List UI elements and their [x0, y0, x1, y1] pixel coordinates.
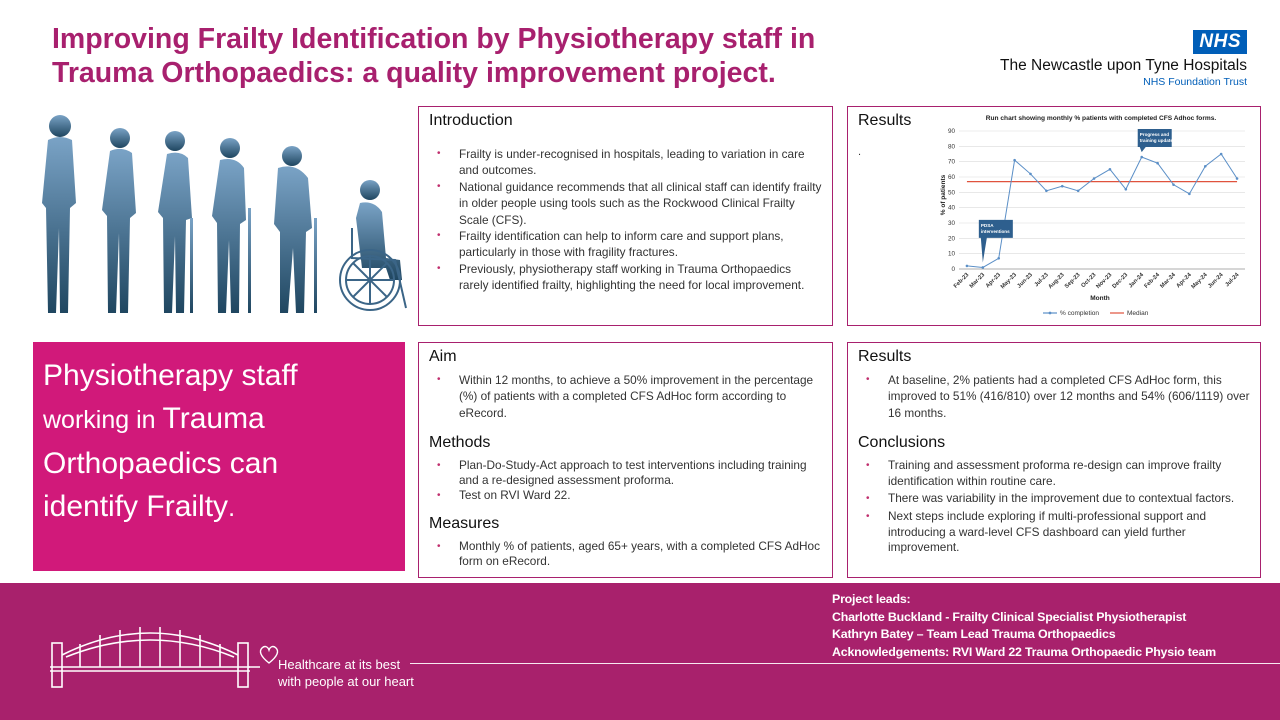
data-point [1061, 185, 1064, 188]
x-tick-label: Sep-23 [1063, 272, 1082, 290]
y-tick-label: 10 [947, 250, 955, 258]
callout-line-4b: . [228, 494, 236, 522]
list-item: • Frailty identification can help to inform care and support plans, particularly in those with fragility fractures. [429, 228, 822, 261]
data-point [1077, 190, 1080, 193]
annotation-text: interventions [980, 228, 1010, 234]
completion-line [967, 154, 1237, 267]
data-point [1220, 153, 1223, 156]
results-chart-panel [847, 106, 1261, 326]
y-tick-label: 0 [951, 266, 955, 273]
annotation-text: training update [1139, 138, 1173, 143]
data-point [997, 257, 1000, 260]
tagline-line-1: Healthcare at its best [278, 657, 401, 672]
callout-line-2 [43, 397, 395, 442]
data-point [1109, 168, 1112, 171]
legend-completion: % completion [1060, 310, 1100, 317]
nhs-badge: NHS [1193, 30, 1247, 54]
leads-line: Project leads: [832, 592, 911, 606]
poster-title [52, 22, 952, 90]
x-tick-label: May-23 [999, 272, 1019, 291]
x-tick-label: May-24 [1190, 272, 1209, 291]
chart-y-axis-label: % of patients [940, 174, 947, 216]
x-tick-label: Jul-24 [1224, 272, 1241, 289]
legend-median: Median [1127, 310, 1149, 317]
x-tick-label: Dec-23 [1111, 272, 1130, 290]
y-tick-label: 80 [947, 143, 955, 151]
list-item: • Training and assessment proforma re-design can improve frailty identification within routine care. [858, 458, 1250, 489]
y-tick-label: 60 [947, 174, 955, 181]
x-tick-label: Feb-23 [952, 272, 971, 290]
data-point [1188, 193, 1191, 196]
annotation-text: PDSA [980, 222, 994, 228]
list-item: • Plan-Do-Study-Act approach to test interventions including training and a re-designed assessment proforma. [429, 458, 822, 488]
results2-heading: Results [858, 348, 912, 365]
aim-list [429, 372, 822, 421]
data-point [1093, 177, 1096, 180]
callout-line-1: Physiotherapy staff [43, 359, 298, 392]
x-tick-label: Jul-23 [1033, 272, 1050, 289]
footer-tagline [278, 656, 414, 690]
list-item: • Next steps include exploring if multi-professional support and introducing a ward-level CFS dashboard can yield further improvement. [858, 509, 1250, 556]
chart-legend [1043, 310, 1149, 317]
introduction-heading: Introduction [429, 112, 513, 129]
tyne-bridge-icon [50, 621, 260, 691]
x-tick-label: Jun-24 [1207, 272, 1225, 290]
data-point [1029, 173, 1032, 176]
x-tick-label: Jan-24 [1127, 272, 1146, 290]
data-point [1172, 183, 1175, 186]
callout-line-3: Orthopaedics can [43, 447, 279, 480]
chart-x-axis-label: Month [1090, 295, 1110, 302]
x-tick-label: Mar-23 [968, 272, 987, 290]
key-message-callout [33, 342, 405, 571]
x-tick-label: Oct-23 [1080, 272, 1098, 290]
trust-subtitle: NHS Foundation Trust [1143, 76, 1247, 88]
y-tick-label: 30 [947, 220, 955, 227]
footer-band [0, 583, 1280, 720]
methods-list [429, 458, 822, 503]
data-point [1236, 177, 1239, 180]
y-tick-label: 50 [947, 189, 955, 197]
data-point [1125, 188, 1128, 191]
list-item: • Within 12 months, to achieve a 50% improvement in the percentage (%) of patients with a completed CFS AdHoc form according to eRecord. [429, 372, 822, 421]
x-tick-label: Jun-23 [1016, 272, 1034, 290]
project-leads [832, 591, 1216, 661]
data-point [982, 266, 985, 269]
callout-line-4 [43, 485, 395, 530]
trust-name: The Newcastle upon Tyne Hospitals [1000, 57, 1247, 74]
aim-heading: Aim [429, 348, 457, 365]
callout-line-2b: Trauma [162, 402, 265, 435]
title-line-2: Trauma Orthopaedics: a quality improvement project. [52, 57, 776, 89]
conclusions-heading: Conclusions [858, 434, 946, 452]
callout-line-4a: identify Frailty [43, 490, 229, 523]
title-line-1: Improving Frailty Identification by Physiotherapy staff in [52, 23, 816, 55]
data-point [1156, 162, 1159, 165]
x-tick-label: Aug-23 [1047, 272, 1066, 291]
introduction-panel [418, 106, 833, 326]
chart-title: Run chart showing monthly % patients with completed CFS Adhoc forms. [985, 115, 1217, 122]
list-item: • Frailty is under-recognised in hospitals, leading to variation in care and outcomes. [429, 146, 822, 179]
leads-line: Charlotte Buckland - Frailty Clinical Specialist Physiotherapist [832, 609, 1187, 624]
stray-dot: . [858, 146, 862, 158]
measures-heading: Measures [429, 515, 500, 533]
results2-list [858, 372, 1250, 421]
y-tick-label: 40 [947, 204, 955, 212]
list-item: • At baseline, 2% patients had a completed CFS AdHoc form, this improved to 51% (416/810) over 12 months and 54% (606/1119) over 16 months. [858, 372, 1250, 421]
nhs-logo [987, 30, 1247, 88]
list-item: • Test on RVI Ward 22. [429, 488, 822, 503]
annotation-callout [1138, 129, 1174, 152]
list-item: • Previously, physiotherapy staff working in Trauma Orthopaedics rarely identified frailty, highlighting the need for local improvement. [429, 261, 822, 294]
x-tick-label: Mar-24 [1159, 272, 1177, 290]
frailty-silhouettes-image [30, 108, 408, 330]
data-point [1140, 156, 1143, 159]
annotation-callout [979, 220, 1013, 263]
data-point [1013, 159, 1016, 162]
tagline-line-2: with people at our heart [278, 674, 414, 689]
callout-line-2a: working in [43, 406, 163, 434]
annotation-text: Progress and [1139, 132, 1170, 137]
footer-divider [410, 663, 1280, 664]
measures-list [429, 539, 822, 569]
list-item: • Monthly % of patients, aged 65+ years, with a completed CFS AdHoc form on eRecord. [429, 539, 822, 569]
aim-methods-measures-panel [418, 342, 833, 578]
x-tick-label: Feb-24 [1143, 272, 1162, 290]
data-point [966, 265, 969, 268]
x-tick-label: Nov-23 [1095, 272, 1114, 291]
results-conclusions-panel [847, 342, 1261, 578]
run-chart [933, 111, 1253, 319]
y-tick-label: 20 [947, 235, 955, 243]
heart-icon [258, 645, 280, 665]
data-point [1045, 190, 1048, 193]
results-heading: Results [858, 112, 912, 129]
y-tick-label: 70 [947, 158, 955, 166]
leads-line: Acknowledgements: RVI Ward 22 Trauma Orthopaedic Physio team [832, 644, 1216, 659]
conclusions-list [858, 458, 1250, 556]
x-tick-label: Apr-24 [1175, 272, 1193, 290]
methods-heading: Methods [429, 434, 491, 452]
x-tick-label: Apr-23 [984, 272, 1003, 290]
list-item: • National guidance recommends that all clinical staff can identify frailty in older people using tools such as the Rockwood Clinical Frailty Scale (CFS). [429, 179, 822, 228]
y-tick-label: 90 [947, 128, 955, 135]
introduction-list [429, 146, 822, 294]
list-item: • There was variability in the improvement due to contextual factors. [858, 491, 1250, 507]
leads-line: Kathryn Batey – Team Lead Trauma Orthopaedics [832, 627, 1116, 642]
data-point [1204, 165, 1207, 168]
